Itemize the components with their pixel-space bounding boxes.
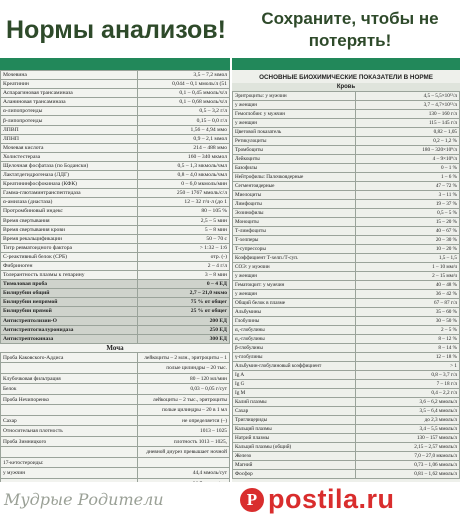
table-row [1, 243, 230, 252]
blood-norms-table [232, 91, 460, 479]
table-row [1, 280, 230, 289]
table-row [233, 191, 460, 200]
row-label: Гемоглобин: у мужчин [233, 110, 356, 119]
table-row [233, 380, 460, 389]
row-label: Аланиновая трансаминаза [1, 98, 138, 107]
row-label: γ-глобулины [233, 353, 356, 362]
row-value: 300 ЕД [138, 334, 230, 343]
row-value: 25 % от общег [138, 307, 230, 316]
row-label: β-липопротеиды [1, 116, 138, 125]
row-label: у женщин [233, 290, 356, 299]
table-row [233, 371, 460, 380]
row-value: полые цилиндры – 20 тыс. [138, 363, 230, 374]
table-row [233, 470, 460, 479]
table-row [1, 426, 230, 437]
row-label: Мочевая кислота [1, 143, 138, 152]
row-value: 1 – 10 мм/ч [355, 263, 459, 272]
header-banner [0, 0, 460, 66]
row-value: 1013 – 1025 [138, 426, 230, 437]
row-label: α-липопротеиды [1, 107, 138, 116]
row-value: 0,8 – 3,7 г/л [355, 371, 459, 380]
row-value: 0,1 – 0,45 ммоль/ч/л [138, 89, 230, 98]
table-row [233, 407, 460, 416]
row-value: > 1:32 – 1:6 [138, 243, 230, 252]
table-row [1, 289, 230, 298]
right-sheet-green-stripe [232, 58, 460, 70]
table-row [1, 436, 230, 447]
row-value: 80 – 105 % [138, 207, 230, 216]
row-label: Время рекальцификации [1, 234, 138, 243]
table-row [1, 271, 230, 280]
row-label: Магний [233, 461, 356, 470]
table-row [1, 107, 230, 116]
row-label: Глобулины [233, 317, 356, 326]
table-row [233, 101, 460, 110]
row-value: 0 – 4 ЕД [138, 280, 230, 289]
row-value: 7 – 18 г/л [355, 380, 459, 389]
row-value: 3 – 8 мин [138, 271, 230, 280]
table-row [1, 252, 230, 261]
row-value: > 1 [355, 362, 459, 371]
row-label: Антистрептокиназа [1, 334, 138, 343]
row-value: 0 – 1 % [355, 164, 459, 173]
table-row [233, 218, 460, 227]
table-row [233, 353, 460, 362]
table-row [233, 425, 460, 434]
row-label: Относительная плотность [1, 426, 138, 437]
row-label: Альбумины [233, 308, 356, 317]
row-value: 0,044 – 0,1 ммоль/л (51 [138, 80, 230, 89]
row-label: Эритроциты: у мужчин [233, 92, 356, 101]
row-value: 67 – 87 г/л [355, 299, 459, 308]
page-title: Нормы анализов! [6, 16, 226, 44]
table-row [233, 245, 460, 254]
row-value: лейкоциты – 2 тыс., эритроциты [138, 394, 230, 405]
row-label: Проба Зимницкого [1, 436, 138, 447]
row-value: 8 – 12 % [355, 335, 459, 344]
table-row [233, 236, 460, 245]
row-label: Кальций плазмы [233, 425, 356, 434]
table-row [1, 334, 230, 343]
left-sheet-green-stripe [0, 58, 230, 70]
table-row [1, 98, 230, 107]
watermark-text: Мудрые Родители [4, 490, 164, 509]
table-row [1, 216, 230, 225]
table-row [1, 116, 230, 125]
table-row [1, 478, 230, 482]
row-label: Время свертывания [1, 216, 138, 225]
row-label: Лактатдегидрогеназа (ЛДГ) [1, 171, 138, 180]
row-value: 8 – 14 % [355, 344, 459, 353]
left-sheet-photo [0, 58, 230, 482]
row-label: Железо [233, 452, 356, 461]
row-value: 0,81 – 1,62 ммоль/л [355, 470, 459, 479]
row-value: 4 – 9×10⁹/л [355, 155, 459, 164]
table-row [233, 335, 460, 344]
row-value: 250 ЕД [138, 325, 230, 334]
table-row [1, 225, 230, 234]
row-value: 2,7 – 21,0 мкмо [138, 289, 230, 298]
table-row [233, 263, 460, 272]
row-label: α-амилаза (диастаза) [1, 198, 138, 207]
row-value: 40 – 67 % [355, 227, 459, 236]
row-value: 20 – 30 % [355, 236, 459, 245]
row-value: 2,5 – 5 мин [138, 216, 230, 225]
row-value: 80 – 120 мл/мин [138, 373, 230, 384]
table-row [1, 468, 230, 479]
right-sheet-photo [232, 58, 460, 482]
row-value: 130 – 157 ммоль/л [355, 434, 459, 443]
row-value: 0,2 – 1,2 % [355, 137, 459, 146]
row-value: 180 – 320×10⁹/л [355, 146, 459, 155]
row-label: Креатинин [1, 80, 138, 89]
row-label [1, 478, 138, 482]
table-row [233, 110, 460, 119]
table-row [1, 384, 230, 395]
row-label: β-глобулины [233, 344, 356, 353]
row-label: Фосфор [233, 470, 356, 479]
subtitle-line-1: Сохраните, чтобы не [261, 9, 439, 28]
row-value: 0,15 – 0,0 г/л [138, 116, 230, 125]
row-label: у женщин [233, 272, 356, 281]
row-value: 1 – 6 % [355, 173, 459, 182]
table-row [233, 434, 460, 443]
row-value: лейкоциты – 2 млн., эритроциты – 1 [138, 352, 230, 363]
row-value: 160 – 340 мкмол [138, 152, 230, 161]
row-label: Тромбоциты [233, 146, 356, 155]
table-row [233, 128, 460, 137]
table-row [233, 443, 460, 452]
row-value: 19 – 37 % [355, 200, 459, 209]
table-row [1, 189, 230, 198]
row-value: 214 – 488 ммо [138, 143, 230, 152]
row-value: 3,5 – 6,4 ммоль/л [355, 407, 459, 416]
row-value: 0,8 – 4,0 мкмоль/чмл [138, 171, 230, 180]
table-row [1, 234, 230, 243]
row-value: 1,5 – 1,5 [355, 254, 459, 263]
table-row [233, 398, 460, 407]
row-label: Триглицериды [233, 416, 356, 425]
table-row [233, 92, 460, 101]
table-row [233, 173, 460, 182]
row-label: у мужчин [1, 468, 138, 479]
table-row [233, 182, 460, 191]
table-row [1, 198, 230, 207]
row-value: 30 – 50 % [355, 317, 459, 326]
row-value: 0,82 – 1,05 [355, 128, 459, 137]
table-row [233, 326, 460, 335]
row-value: 7,0 – 27,0 мкмоль/л [355, 452, 459, 461]
table-row [233, 362, 460, 371]
page-subtitle [244, 8, 456, 52]
urine-norms-table [0, 352, 230, 482]
row-label: Титр ревматоидного фактора [1, 243, 138, 252]
table-row [233, 200, 460, 209]
row-value: 44,4 ммоль/сут [138, 468, 230, 479]
row-label: Натрий плазмы [233, 434, 356, 443]
row-value: 0,4 – 2,2 г/л [355, 389, 459, 398]
table-row [233, 452, 460, 461]
table-row [233, 254, 460, 263]
table-row [1, 352, 230, 363]
row-value: 0,73 – 1,06 ммоль/л [355, 461, 459, 470]
row-label: Альбумин-глобулиновый коэффициент [233, 362, 356, 371]
table-row [1, 152, 230, 161]
row-label: Аспарагиновая трансаминаза [1, 89, 138, 98]
row-label: Т-лимфоциты [233, 227, 356, 236]
row-value: 0,5 – 5 % [355, 209, 459, 218]
row-label: Нейтрофилы: Палочкоядерные [233, 173, 356, 182]
table-row [1, 373, 230, 384]
row-label [1, 405, 138, 416]
blood-section-title: Кровь [232, 83, 460, 91]
row-value: 10 – 20 % [355, 245, 459, 254]
table-row [1, 298, 230, 307]
table-row [233, 290, 460, 299]
urine-section-title: Моча [0, 344, 230, 352]
row-value: 0,5 – 3,2 г/л [138, 107, 230, 116]
table-row [233, 227, 460, 236]
table-row [1, 180, 230, 189]
row-label: Ig G [233, 380, 356, 389]
row-label: Лейкоциты [233, 155, 356, 164]
row-label: Белок [1, 384, 138, 395]
row-label: α₂-глобулины [233, 335, 356, 344]
row-label: Билирубин общий [1, 289, 138, 298]
row-label: Т-хелперы [233, 236, 356, 245]
row-value: плотность 1013 – 1025, [138, 436, 230, 447]
table-row [1, 171, 230, 180]
row-label: Клубочковая фильтрация [1, 373, 138, 384]
row-label: Толерантность плазмы к гепарину [1, 271, 138, 280]
row-label: Ретикулоциты [233, 137, 356, 146]
table-row [1, 80, 230, 89]
row-label: Билирубин прямой [1, 307, 138, 316]
row-value: 3 – 11 % [355, 191, 459, 200]
row-value: 200 ЕД [138, 316, 230, 325]
row-label: Холистестераза [1, 152, 138, 161]
row-value: 0 – 6,0 мкмоль/мин [138, 180, 230, 189]
table-row [233, 137, 460, 146]
row-label: СОЭ: у мужчин [233, 263, 356, 272]
row-label: Сахар [1, 415, 138, 426]
table-row [1, 405, 230, 416]
row-label: Фибриноген [1, 261, 138, 270]
table-row [233, 281, 460, 290]
row-label: Сахар [233, 407, 356, 416]
row-value: 35 – 60 % [355, 308, 459, 317]
table-row [233, 416, 460, 425]
row-label: Тимоловая проба [1, 280, 138, 289]
row-value: дневной диурез превышает ночной [138, 447, 230, 458]
row-value: 50 – 70 с [138, 234, 230, 243]
row-label: ЛПНП [1, 134, 138, 143]
row-label [1, 447, 138, 458]
row-label: Гамма-глютаминтранспептидаза [1, 189, 138, 198]
row-value: 2,15 – 2,57 ммоль/л [355, 443, 459, 452]
row-value: 15 – 20 % [355, 218, 459, 227]
row-label: Общий белок в плазме [233, 299, 356, 308]
row-label: Базофилы [233, 164, 356, 173]
table-row [233, 317, 460, 326]
row-label: Креатининфосфокиназа (КФК) [1, 180, 138, 189]
row-label: Эозинофилы [233, 209, 356, 218]
row-value: полые цилиндры – 20 в 1 мл [138, 405, 230, 416]
row-value: 0,1 – 0,68 ммоль/ч/л [138, 98, 230, 107]
row-label: Кальций плазмы (общий) [233, 443, 356, 452]
row-label: у женщин [233, 101, 356, 110]
table-row [233, 389, 460, 398]
postila-logo-text[interactable]: postila.ru [268, 484, 395, 514]
table-row [1, 325, 230, 334]
row-label: Антистрептогиалуронидаза [1, 325, 138, 334]
table-row [1, 125, 230, 134]
table-row [1, 447, 230, 458]
table-row [233, 308, 460, 317]
row-value: 3,6 – 6,2 ммоль/л [355, 398, 459, 407]
row-label: Лимфоциты [233, 200, 356, 209]
table-row [233, 146, 460, 155]
row-value: не определяется (–) [138, 415, 230, 426]
row-value: отр. (-) [138, 252, 230, 261]
row-value: 12 – 18 % [355, 353, 459, 362]
row-value: 2 – 15 мм/ч [355, 272, 459, 281]
row-value: 2 – 5 % [355, 326, 459, 335]
row-value: 47 – 72 % [355, 182, 459, 191]
table-row [233, 272, 460, 281]
table-row [1, 207, 230, 216]
row-label: Билирубин непрямой [1, 298, 138, 307]
row-value: 250 – 1767 ммоль/с/л [138, 189, 230, 198]
row-label: Т-супрессоры [233, 245, 356, 254]
row-label: 17-кетостероиды: [1, 457, 138, 468]
row-value: до 2,3 ммоль/л [355, 416, 459, 425]
row-label: Проба Нечипоренко [1, 394, 138, 405]
row-value [138, 457, 230, 468]
row-label: Протромбиновый индекс [1, 207, 138, 216]
row-label: α₁-глобулины [233, 326, 356, 335]
row-value: 40 – 48 % [355, 281, 459, 290]
subtitle-line-2: потерять! [308, 31, 392, 50]
row-label: Гематокрит: у мужчин [233, 281, 356, 290]
table-row [1, 89, 230, 98]
row-value: 1,56 – 4,94 ммо [138, 125, 230, 134]
table-row [233, 461, 460, 470]
row-value: 36 – 42 % [355, 290, 459, 299]
row-label: Моноциты [233, 218, 356, 227]
row-label: Время свертывания крови [1, 225, 138, 234]
row-value: 5 – 8 мин [138, 225, 230, 234]
table-row [1, 316, 230, 325]
row-label: ЛПВП [1, 125, 138, 134]
row-value: 3,4 – 5,5 ммоль/л [355, 425, 459, 434]
table-row [1, 134, 230, 143]
table-row [1, 415, 230, 426]
row-label: Ig M [233, 389, 356, 398]
row-label: Антистрептолизин-О [1, 316, 138, 325]
row-label: Мочевина [1, 71, 138, 80]
row-value: 115 – 145 г/л [355, 119, 459, 128]
table-row [233, 164, 460, 173]
table-row [1, 261, 230, 270]
row-value [138, 478, 230, 482]
row-label: Ig A [233, 371, 356, 380]
table-row [233, 155, 460, 164]
row-label: Коэффициент Т-хелп./Т-суп. [233, 254, 356, 263]
table-row [233, 344, 460, 353]
table-row [1, 307, 230, 316]
row-value: 3,5 – 7,2 ммол [138, 71, 230, 80]
table-row [1, 457, 230, 468]
row-label: С-реактивный белок (СРБ) [1, 252, 138, 261]
table-row [1, 143, 230, 152]
row-value: 12 – 32 г/ч·л (до 1 [138, 198, 230, 207]
row-value: 0,5 – 1,3 мкмоль/чмл [138, 161, 230, 170]
table-row [233, 119, 460, 128]
row-value: 0,03 – 0,05 г/сут [138, 384, 230, 395]
row-label: Щелочная фосфатаза (по Бодански) [1, 161, 138, 170]
row-label: Цветовой показатель [233, 128, 356, 137]
table-row [233, 299, 460, 308]
table-row [1, 71, 230, 80]
left-norms-table [0, 70, 230, 344]
row-value: 75 % от общег [138, 298, 230, 307]
table-row [233, 209, 460, 218]
row-label: Калий плазмы [233, 398, 356, 407]
row-value: 3,7 – 4,7×10¹²/л [355, 101, 459, 110]
row-value: 4,5 – 5,5×10¹²/л [355, 92, 459, 101]
row-label: Сегментоядерные [233, 182, 356, 191]
row-value: 130 – 160 г/л [355, 110, 459, 119]
row-value: 0,9 – 2,1 ммол [138, 134, 230, 143]
table-row [1, 394, 230, 405]
row-label: Проба Каковского-Аддиса [1, 352, 138, 363]
postila-logo-icon[interactable]: P [240, 488, 264, 512]
row-label: Миелоциты [233, 191, 356, 200]
table-row [1, 161, 230, 170]
row-label: у женщин [233, 119, 356, 128]
right-sheet-title: ОСНОВНЫЕ БИОХИМИЧЕСКИЕ ПОКАЗАТЕЛИ В НОРМЕ [232, 70, 460, 83]
row-label [1, 363, 138, 374]
row-value: 2 – 4 г/л [138, 261, 230, 270]
table-row [1, 363, 230, 374]
